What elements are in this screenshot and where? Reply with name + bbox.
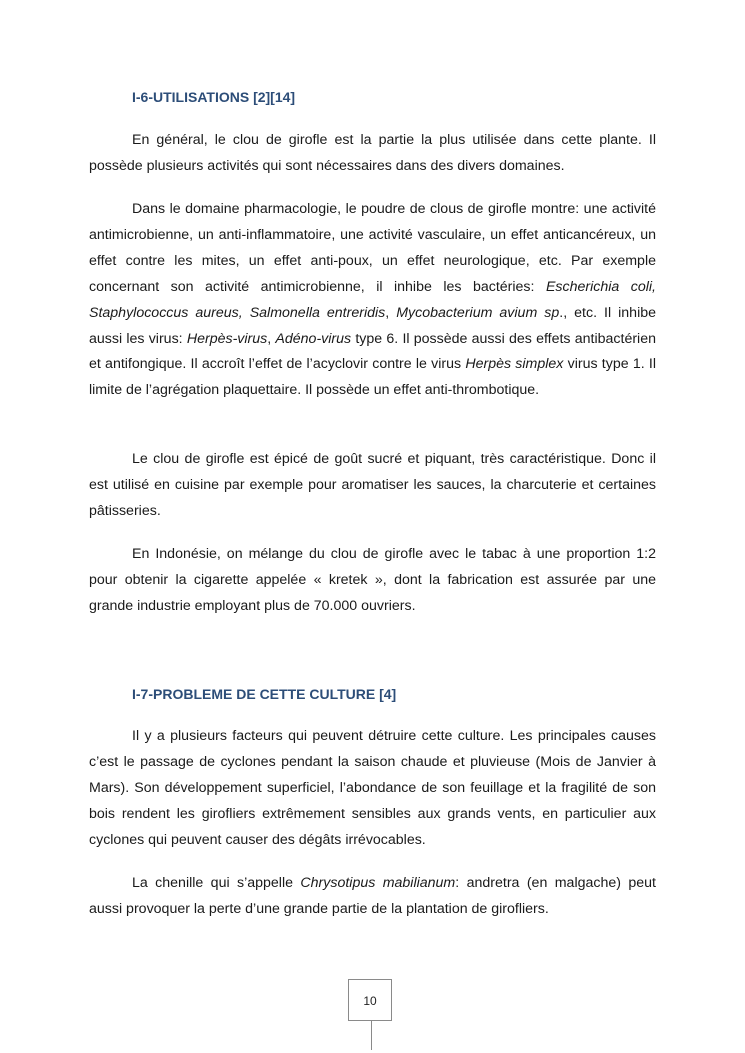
paragraph-cuisine: Le clou de girofle est épicé de goût sucré et piquant, très caractéristique. Donc il est utilisé en cuisine par exemple pour aromatiser les sauces, la charcuterie et certaines pâtisseries.: [89, 451, 656, 519]
section-heading-probleme: I-7-PROBLEME DE CETTE CULTURE [4]: [132, 686, 397, 702]
section-heading-utilisations: I-6-UTILISATIONS [2][14]: [132, 89, 296, 105]
paragraph-chenille: La chenille qui s’appelle Chrysotipus mabilianum: andretra (en malgache) peut aussi provoquer la perte d’une grande partie de la plantation de girofliers.: [89, 875, 656, 917]
page-number-divider: [371, 1021, 372, 1050]
paragraph-indonesie: En Indonésie, on mélange du clou de girofle avec le tabac à une proportion 1:2 pour obtenir la cigarette appelée « kretek », dont la fabrication est assurée par une grande industrie employant plus de 70.000 ouvriers.: [89, 546, 656, 614]
page-number: 10: [348, 979, 392, 1021]
paragraph-facteurs: Il y a plusieurs facteurs qui peuvent détruire cette culture. Les principales causes c’est le passage de cyclones pendant la saison chaude et pluvieuse (Mois de Janvier à Mars). Son développement superficiel, l’abondance de son feuillage et la fragilité de son bois rendent les girofliers extrêmement sensibles aux grands vents, en particulier aux cyclones qui peuvent causer des dégâts irrévocables.: [89, 728, 656, 848]
paragraph-pharmacologie: Dans le domaine pharmacologie, le poudre de clous de girofle montre: une activité antimicrobienne, un anti-inflammatoire, une activité vasculaire, un effet anticancéreux, un effet contre les mites, un effet anti-poux, un effet neurologique, etc. Par exemple concernant son activité antimicrobienne, il inhibe les bactéries: Escherichia coli, Staphylococcus aureus, Salmonella entreridis, Mycobacterium avium sp., etc. Il inhibe aussi les virus: Herpès-virus, Adéno-virus type 6. Il possède aussi des effets antibactérien et antifongique. Il accroît l’effet de l’acyclovir contre le virus Herpès simplex virus type 1. Il limite de l’agrégation plaquettaire. Il possède un effet anti-thrombotique.: [89, 201, 656, 399]
paragraph-general: En général, le clou de girofle est la partie la plus utilisée dans cette plante. Il possède plusieurs activités qui sont nécessaires dans des divers domaines.: [89, 132, 656, 174]
